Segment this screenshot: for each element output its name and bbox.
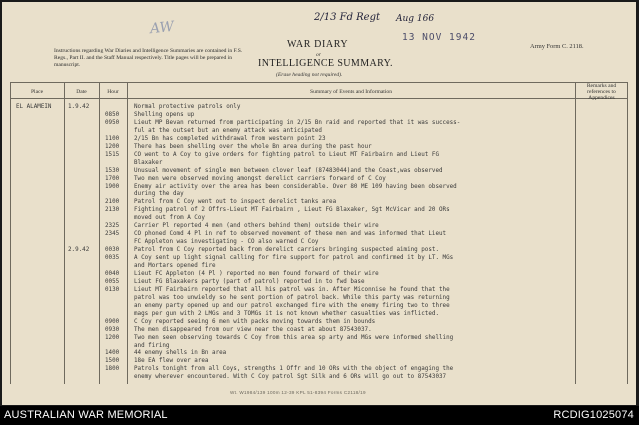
archive-name: AUSTRALIAN WAR MEMORIAL (4, 409, 168, 421)
entry-place: EL ALAMEIN (16, 104, 52, 110)
entry-text: 2/15 Bn has completed withdrawal from western point 23 (134, 135, 326, 142)
record-id: RCDIG1025074 (553, 409, 634, 421)
entry-hour: 0040 (105, 270, 120, 277)
entry-hour: 0035 (105, 255, 120, 262)
date-stamp: 13 NOV 1942 (402, 32, 476, 43)
entry-hour: 0055 (105, 278, 120, 285)
col-header-summary: Summary of Events and Information (309, 89, 393, 95)
entry-hour: 1515 (105, 151, 120, 158)
entry-hour: 0950 (105, 119, 120, 126)
entry-text: Lieut MT Fairbairn reported that all his patrol was in. After Miconnise he found that the (134, 286, 450, 293)
entry-text: C Coy reported seeing 6 men with packs moving towards them in bounds (134, 318, 376, 325)
entry-hour: 2100 (105, 199, 120, 206)
archive-footer (0, 406, 639, 425)
entry-text: CO phoned Comd 4 Pl in ref to observed movement of these men and was informed that Lieut (134, 231, 447, 238)
entry-text: Blaxaker (134, 159, 163, 166)
title-or: or (316, 52, 321, 58)
entry-text: Fighting patrol of 2 Offrs-Lieut MT Fairbairn , Lieut FG Blaxaker, Sgt McVicar and 20 ORs (134, 207, 450, 214)
entry-hour: 1200 (105, 334, 120, 341)
title-war-diary: WAR DIARY (287, 39, 349, 50)
entry-date: 2.9.42 (68, 247, 90, 254)
entry-text: CO went to A Coy to give orders for fighting patrol to Lieut MT Fairbairn and Lieut FG (134, 151, 439, 158)
army-form-number: Army Form C. 2118. (530, 43, 584, 50)
entry-text: Patrol from C Coy reported back from derelict carriers bringing suspected aiming post. (134, 247, 439, 254)
entry-hour: 0130 (105, 286, 120, 293)
entry-text: moved out from A Coy (134, 215, 205, 222)
entry-text: ful at the outset but an enemy attack was anticipated (134, 127, 322, 134)
entry-hour: 1700 (105, 175, 120, 182)
entry-hour: 2345 (105, 231, 120, 238)
entry-hour: 0850 (105, 111, 120, 118)
col-header-date: Date (76, 89, 87, 95)
entry-text: Shelling opens up (134, 111, 195, 118)
title-intelligence-summary: INTELLIGENCE SUMMARY. (258, 58, 393, 69)
col-header-remarks: Remarks and references to Appendices (586, 83, 617, 101)
col-header-place: Place (30, 89, 44, 95)
entry-hour: 1100 (105, 135, 120, 142)
entry-text: and Mortars opened fire (134, 263, 216, 269)
table-top-rule (10, 82, 628, 83)
diary-page (2, 2, 636, 405)
entry-text: A Coy sent up light signal calling for fire support for patrol and confirmed it by LT. MGs (134, 255, 454, 262)
entry-text: patrol was too unwieldy so he sent portion of patrol back. While this party was returning (134, 294, 450, 301)
entry-text: FC Appleton was investigating - CO also warned C Coy (134, 239, 319, 246)
entry-text: Two men were observed moving amongst derelict carriers forward of C Coy (134, 175, 386, 182)
instructions-text: Instructions regarding War Diaries and Intelligence Summaries are contained in F.S. Regs., Part II. and the Staff Manual respectively. Title pages will be prepared in manuscript. (54, 48, 243, 69)
handwritten-initials: AW (149, 18, 175, 38)
entry-hour: 2325 (105, 223, 120, 230)
entry-hour: 1800 (105, 366, 120, 373)
entry-text: during the day (134, 191, 184, 198)
entry-text: 18e EA flew over area (134, 358, 209, 365)
entry-text: and firing (134, 342, 170, 349)
entry-hour: 1400 (105, 350, 120, 357)
entry-text: Two men seen observing towards C Coy from this area sp arty and MGs were informed shelling (134, 334, 454, 341)
entry-text: Enemy air activity over the area has been considerable. Over 80 ME 109 having been observed (134, 183, 457, 190)
entry-text: mags per gun with 2 LMGs and 3 TOMGs it is not known whether casualties was inflicted. (134, 310, 439, 317)
col-header-hour: Hour (107, 89, 119, 95)
entry-text: There has been shelling over the whole Bn area during the past hour (134, 143, 372, 150)
entry-hour: 1200 (105, 143, 120, 150)
entry-hour: 1530 (105, 167, 120, 174)
diary-entry-row (2, 374, 636, 383)
entry-text: Carrier Pl reported 4 men (and others behind them) outside their wire (134, 223, 379, 230)
entry-text: Lieut MP Bevan returned from participating in 2/15 Bn raid and reported that it was success- (134, 119, 461, 126)
entry-hour: 2130 (105, 207, 120, 214)
entry-hour: 1500 (105, 358, 120, 365)
entry-hour: 0030 (105, 247, 120, 254)
header-bottom-rule (10, 98, 628, 99)
entry-date: 1.9.42 (68, 104, 90, 110)
entry-hour: 0900 (105, 318, 120, 325)
entry-text: Normal protective patrols only (134, 104, 241, 110)
entry-text: Patrols tonight from all Coys, strengths 1 Offr and 10 ORs with the object of engaging the (134, 366, 454, 373)
entry-text: enemy wherever encountered. With C Coy patrol Sgt Silk and 6 ORs will go out to 87543037 (134, 374, 447, 381)
entry-text: The men disappeared from our view near the coast at about 87543037. (134, 326, 372, 333)
entry-text: Unusual movement of single men between clover leaf (87483044)and the Coast,was observed (134, 167, 443, 174)
form-print-code: Wt. W1984/139 100m 12-39 KPL 51-8394 Forms C2118/19 (230, 390, 366, 395)
entry-hour: 0930 (105, 326, 120, 333)
erase-note: (Erase heading not required). (276, 72, 343, 78)
entry-text: Lieut FG Blaxakers party (part of patrol) reported in to fwd base (134, 278, 365, 285)
handwritten-ref-no: Aug 166 (396, 14, 435, 24)
entry-text: an enemy party opened up and our patrol exchanged fire with the enemy firing two to three (134, 302, 450, 309)
entry-text: Lieut FC Appleton (4 Pl ) reported no men found forward of their wire (134, 270, 379, 277)
handwritten-unit-ref: 2/13 Fd Regt (314, 12, 381, 23)
entry-text: 44 enemy shells in Bn area (134, 350, 227, 357)
entry-text: Patrol from C Coy went out to inspect derelict tanks area (134, 199, 337, 206)
entry-hour: 1900 (105, 183, 120, 190)
